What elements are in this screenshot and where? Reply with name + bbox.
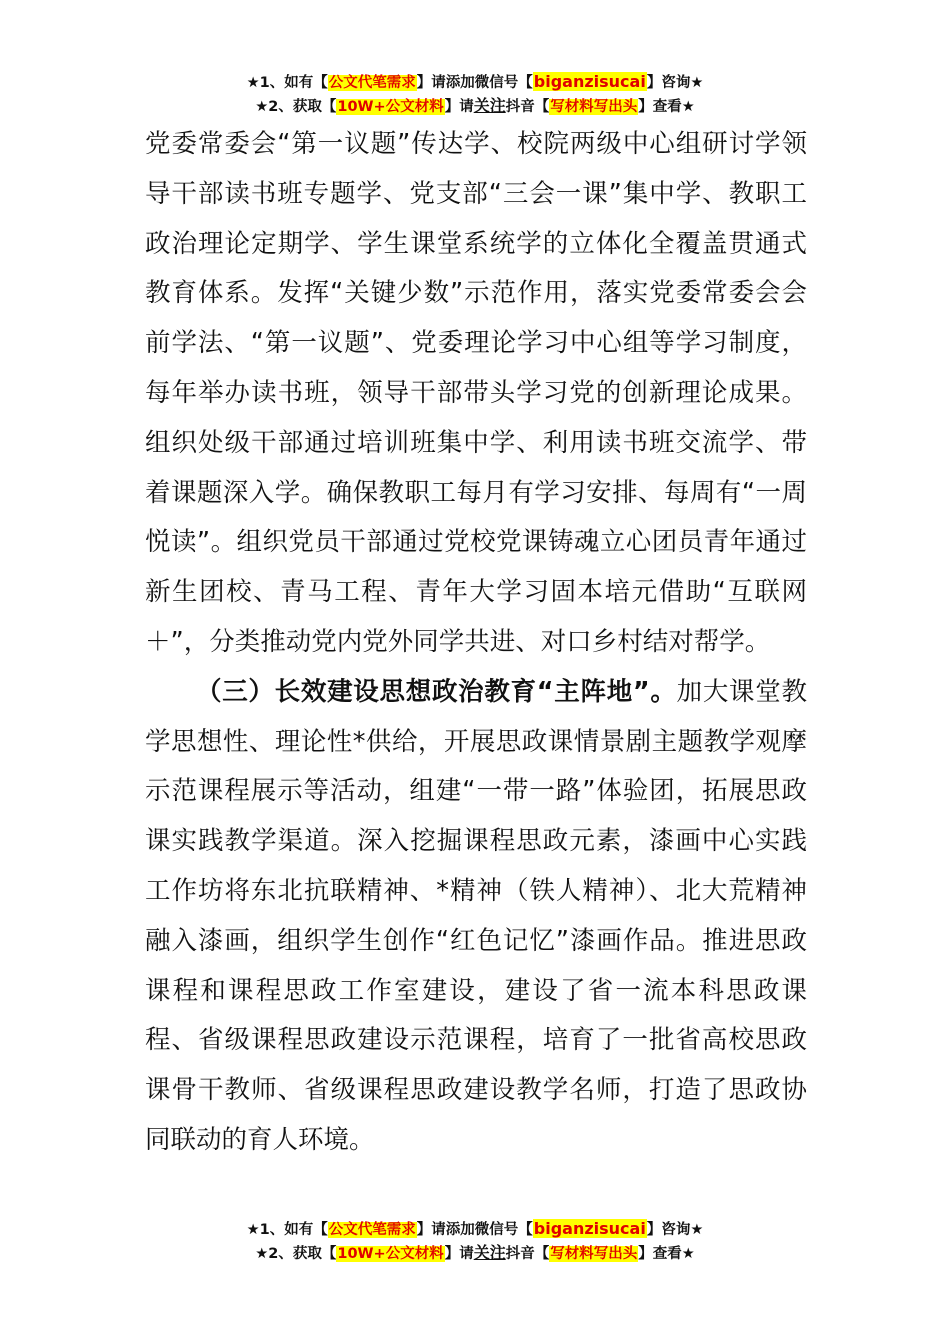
promo-line-2-middle-a-bottom: 】请 bbox=[444, 1246, 474, 1262]
promo-line-1 bbox=[0, 70, 950, 94]
promo-line-2 bbox=[0, 94, 950, 118]
body-paragraph-1: 党委常委会“第一议题”传达学、校院两级中心组研讨学领导干部读书班专题学、党支部“三会一课”集中学、教职工政治理论定期学、学生课堂系统学的立体化全覆盖贯通式教育体系。发挥“关键少数”示范作用，落实党委常委会会前学法、“第一议题”、党委理论学习中心组等学习制度，每年举办读书班，领导干部带头学习党的创新理论成果。组织处级干部通过培训班集中学、利用读书班交流学、带着课题深入学。确保教职工每月有学习安排、每周有“一周悦读”。组织党员干部通过党校党课铸魂立心团员青年通过新生团校、青马工程、青年大学习固本培元借助“互联网＋”，分类推动党内党外同学共进、对口乡村结对帮学。 bbox=[145, 129, 807, 657]
promo-line-1-prefix-bottom: ★1、如有【 bbox=[246, 1222, 328, 1238]
promo-banner-top bbox=[0, 70, 950, 118]
promo-highlight-service: 公文代笔需求 bbox=[328, 75, 416, 91]
promo-line-1-middle: 】请添加微信号【 bbox=[416, 75, 533, 91]
promo-line-1-middle-bottom: 】请添加微信号【 bbox=[416, 1222, 533, 1238]
promo-line-2-prefix: ★2、获取【 bbox=[255, 99, 337, 115]
promo-highlight-service-bottom: 公文代笔需求 bbox=[328, 1222, 416, 1238]
promo-line-2-follow-bottom: 关注 bbox=[473, 1243, 506, 1262]
promo-line-1-prefix: ★1、如有【 bbox=[246, 75, 328, 91]
promo-highlight-douyin-account-bottom: 写材料写出头 bbox=[550, 1246, 638, 1262]
promo-highlight-wechat-id: biganzisucai bbox=[533, 72, 646, 91]
promo-line-2-bottom bbox=[0, 1241, 950, 1265]
document-body bbox=[145, 120, 807, 1166]
promo-line-1-suffix-bottom: 】咨询★ bbox=[646, 1222, 704, 1238]
promo-highlight-wechat-id-bottom: biganzisucai bbox=[533, 1219, 646, 1238]
promo-line-2-suffix-bottom: 】查看★ bbox=[638, 1246, 695, 1262]
promo-highlight-douyin-account: 写材料写出头 bbox=[550, 99, 638, 115]
promo-line-2-middle-a: 】请 bbox=[444, 99, 474, 115]
promo-line-2-prefix-bottom: ★2、获取【 bbox=[255, 1246, 337, 1262]
promo-line-1-bottom bbox=[0, 1217, 950, 1241]
body-paragraph-2-text: 加大课堂教学思想性、理论性*供给，开展思政课情景剧主题教学观摩示范课程展示等活动，组建“一带一路”体验团，拓展思政课实践教学渠道。深入挖掘课程思政元素，漆画中心实践工作坊将东北抗联精神、*精神（铁人精神）、北大荒精神融入漆画，组织学生创作“红色记忆”漆画作品。推进思政课程和课程思政工作室建设，建设了省一流本科思政课程、省级课程思政建设示范课程，培育了一批省高校思政课骨干教师、省级课程思政建设教学名师，打造了思政协同联动的育人环境。 bbox=[145, 676, 807, 1155]
promo-highlight-materials-bottom: 10W+公文材料 bbox=[337, 1246, 444, 1262]
promo-banner-bottom bbox=[0, 1217, 950, 1265]
promo-highlight-materials: 10W+公文材料 bbox=[337, 99, 444, 115]
promo-line-2-suffix: 】查看★ bbox=[638, 99, 695, 115]
promo-line-2-middle-b: 抖音【 bbox=[505, 99, 550, 115]
promo-line-2-middle-b-bottom: 抖音【 bbox=[505, 1246, 550, 1262]
promo-line-1-suffix: 】咨询★ bbox=[646, 75, 704, 91]
body-paragraph-2 bbox=[145, 668, 807, 1166]
section-heading-3: （三）长效建设思想政治教育“主阵地”。 bbox=[196, 676, 677, 707]
promo-line-2-follow: 关注 bbox=[473, 96, 506, 115]
